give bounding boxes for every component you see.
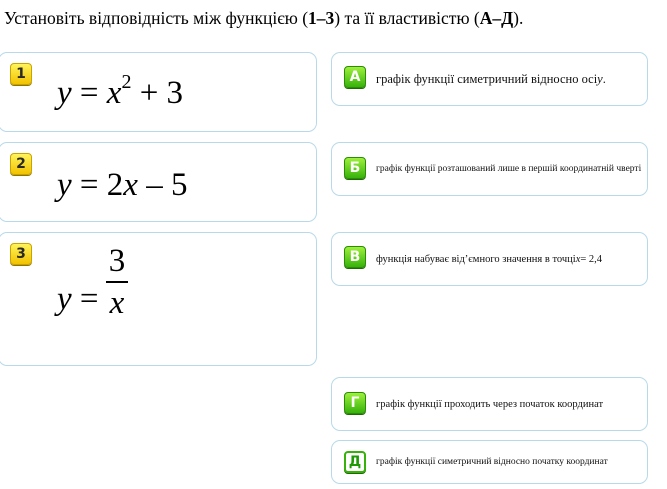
- function-formula-1: $y = x^2 + 3$: [57, 71, 184, 111]
- property-card-a[interactable]: [331, 52, 648, 106]
- letter-badge-b: Б: [344, 157, 366, 179]
- task-instruction: Установіть відповідність між функцією (1–3) та її властивістю (А–Д).: [4, 8, 524, 28]
- number-badge-2: 2: [10, 153, 32, 175]
- property-text-c: функція набуває від’ємного значення в точці x = 2,4: [376, 253, 603, 265]
- property-card-c[interactable]: [331, 232, 648, 286]
- letter-badge-e: Д: [344, 451, 366, 473]
- letter-badge-c: В: [344, 246, 366, 268]
- property-text-e: графік функції симетричний відносно початку координат: [376, 457, 608, 467]
- function-card-2[interactable]: [0, 142, 317, 222]
- function-card-3[interactable]: [0, 232, 317, 366]
- property-card-b[interactable]: [331, 142, 648, 196]
- property-card-e[interactable]: [331, 440, 648, 484]
- property-text-a: графік функції симетричний відносно осі y .: [376, 71, 606, 86]
- fraction-denominator: x: [109, 285, 125, 321]
- property-text-d: графік функції проходить через початок координат: [376, 398, 604, 410]
- letter-badge-a: А: [344, 66, 366, 88]
- fraction-bar: [106, 281, 128, 283]
- number-badge-3: 3: [10, 243, 32, 265]
- function-formula-2: y = 2x – 5: [57, 167, 188, 203]
- property-card-d[interactable]: [331, 377, 648, 431]
- letter-badge-d: Г: [344, 392, 366, 414]
- number-badge-1: 1: [10, 63, 32, 85]
- property-text-b: графік функції розташований лише в першій координатній чверті: [376, 164, 642, 174]
- function-card-1[interactable]: [0, 52, 317, 132]
- function-formula-3: y =: [57, 281, 99, 317]
- fraction-3-over-x: [106, 243, 128, 321]
- fraction-numerator: 3: [108, 243, 126, 279]
